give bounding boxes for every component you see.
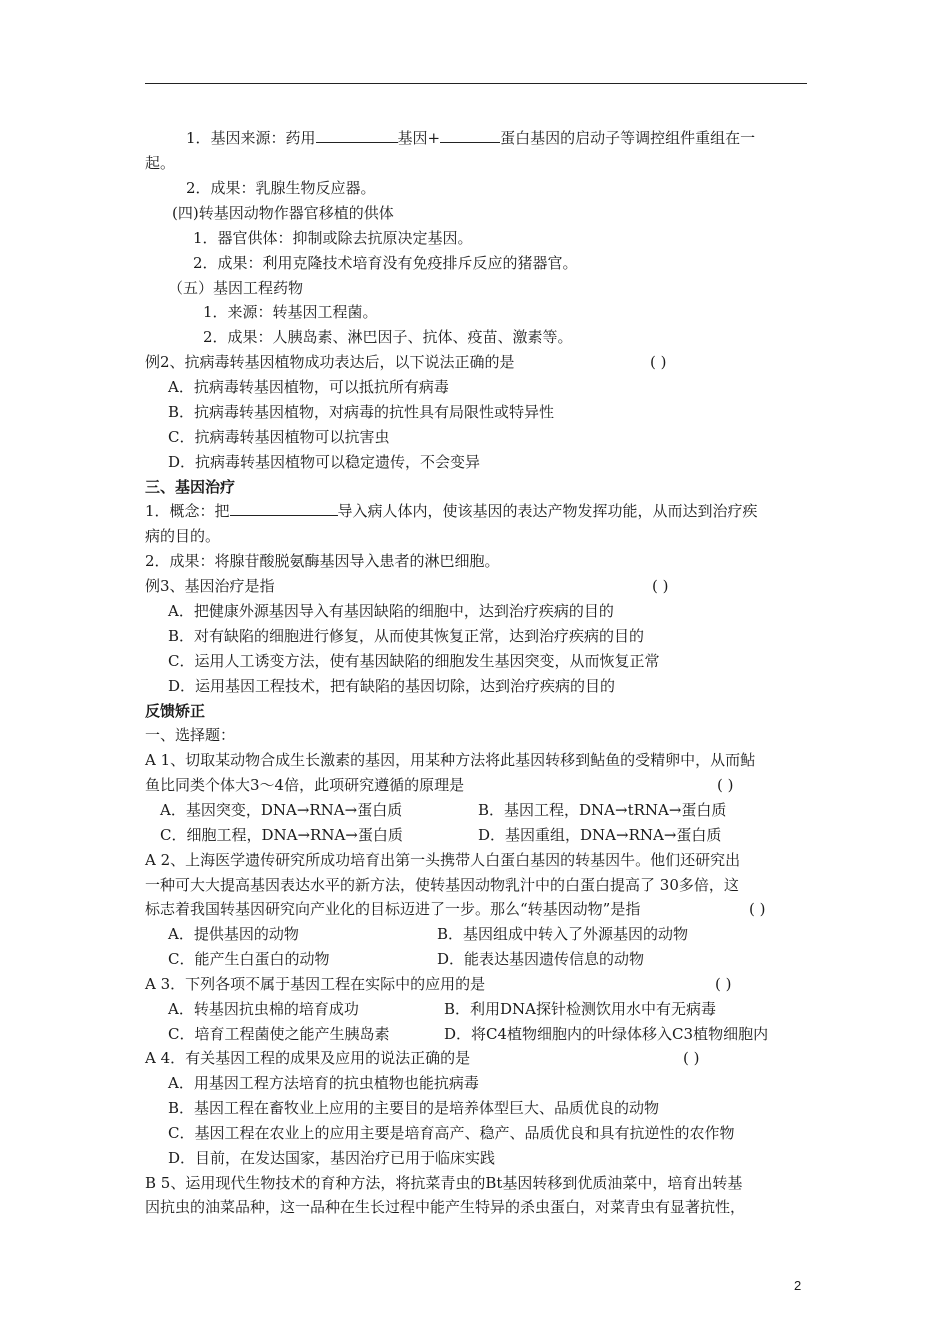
answer-paren[interactable]: ( ) — [749, 900, 766, 918]
answer-paren[interactable]: ( ) — [715, 975, 732, 993]
text-line: 1．概念：把 导入病人体内，使该基因的表达产物发挥功能，从而达到治疗疾 — [145, 502, 758, 520]
question-stem: 鱼比同类个体大3～4倍，此项研究遵循的原理是 — [145, 776, 465, 794]
answer-paren[interactable]: ( ) — [652, 577, 669, 595]
page-number: 2 — [794, 1278, 802, 1293]
question-stem: A 1、切取某动物合成生长激素的基因，用某种方法将此基因转移到鲇鱼的受精卵中，从而鲇 — [145, 751, 756, 769]
section-heading: （五）基因工程药物 — [168, 279, 304, 297]
option-d: D．抗病毒转基因植物可以稳定遗传，不会变异 — [168, 453, 481, 471]
text-line: 2．成果：利用克隆技术培育没有免疫排斥反应的猪器官。 — [193, 254, 578, 272]
option-d: D．运用基因工程技术，把有缺陷的基因切除，达到治疗疾病的目的 — [168, 677, 616, 695]
text-line: 病的目的。 — [145, 527, 221, 545]
fill-blank[interactable] — [440, 128, 500, 143]
question-stem: 例2、抗病毒转基因植物成功表达后，以下说法正确的是 — [145, 353, 515, 371]
option-b: B．基因组成中转入了外源基因的动物 — [437, 925, 689, 943]
question-stem: 例3、基因治疗是指 — [145, 577, 275, 595]
fill-blank[interactable] — [316, 128, 398, 143]
section-title: 反馈矫正 — [145, 702, 206, 720]
question-stem: A 2、上海医学遗传研究所成功培育出第一头携带人白蛋白基因的转基因牛。他们还研究出 — [145, 851, 741, 869]
option-a: A．基因突变，DNA→RNA→蛋白质 — [160, 801, 403, 819]
section-heading: (四)转基因动物作器官移植的供体 — [172, 204, 394, 222]
option-b: B．利用DNA探针检测饮用水中有无病毒 — [444, 1000, 717, 1018]
option-b: B．基因工程，DNA→tRNA→蛋白质 — [478, 801, 727, 819]
option-a: A．转基因抗虫棉的培育成功 — [168, 1000, 359, 1018]
text-line: 2．成果：人胰岛素、淋巴因子、抗体、疫苗、激素等。 — [203, 328, 573, 346]
option-c: C．运用人工诱变方法，使有基因缺陷的细胞发生基因突变，从而恢复正常 — [168, 652, 660, 670]
option-d: D．基因重组，DNA→RNA→蛋白质 — [478, 826, 722, 844]
option-c: C．基因工程在农业上的应用主要是培育高产、稳产、品质优良和具有抗逆性的农作物 — [168, 1124, 735, 1142]
subsection-title: 一、选择题： — [145, 726, 236, 744]
text-line: 2．成果：将腺苷酸脱氨酶基因导入患者的淋巴细胞。 — [145, 552, 500, 570]
option-d: D．能表达基因遗传信息的动物 — [437, 950, 645, 968]
option-b: B．对有缺陷的细胞进行修复，从而使其恢复正常，达到治疗疾病的目的 — [168, 627, 645, 645]
text-line: 1．基因来源：药用 基因+ 蛋白基因的启动子等调控组件重组在一 — [186, 129, 756, 147]
option-b: B．基因工程在畜牧业上应用的主要目的是培养体型巨大、品质优良的动物 — [168, 1099, 660, 1117]
question-stem: A 4．有关基因工程的成果及应用的说法正确的是 — [145, 1049, 471, 1067]
text-line: 1．器官供体：抑制或除去抗原决定基因。 — [193, 229, 473, 247]
question-stem: A 3．下列各项不属于基因工程在实际中的应用的是 — [145, 975, 486, 993]
answer-paren[interactable]: ( ) — [717, 776, 734, 794]
question-stem: 一种可大大提高基因表达水平的新方法，使转基因动物乳汁中的白蛋白提高了 30多倍，这 — [145, 876, 739, 894]
option-d: D．目前，在发达国家，基因治疗已用于临床实践 — [168, 1149, 496, 1167]
section-title: 三、基因治疗 — [145, 478, 236, 496]
option-a: A．用基因工程方法培育的抗虫植物也能抗病毒 — [168, 1074, 479, 1092]
answer-paren[interactable]: ( ) — [683, 1049, 700, 1067]
option-d: D．将C4植物细胞内的叶绿体移入C3植物细胞内 — [444, 1025, 769, 1043]
option-b: B．抗病毒转基因植物，对病毒的抗性具有局限性或特异性 — [168, 403, 555, 421]
option-c: C．培育工程菌使之能产生胰岛素 — [168, 1025, 390, 1043]
option-a: A．把健康外源基因导入有基因缺陷的细胞中，达到治疗疾病的目的 — [168, 602, 614, 620]
option-c: C．抗病毒转基因植物可以抗害虫 — [168, 428, 390, 446]
option-a: A．提供基因的动物 — [168, 925, 299, 943]
text-line: 1．来源：转基因工程菌。 — [203, 303, 378, 321]
text-line: 2．成果：乳腺生物反应器。 — [186, 179, 376, 197]
option-c: C．细胞工程，DNA→RNA→蛋白质 — [160, 826, 403, 844]
option-a: A．抗病毒转基因植物，可以抵抗所有病毒 — [168, 378, 449, 396]
question-stem: 标志着我国转基因研究向产业化的目标迈进了一步。那么“转基因动物”是指 — [145, 900, 641, 918]
option-c: C．能产生白蛋白的动物 — [168, 950, 330, 968]
question-stem: B 5、运用现代生物技术的育种方法，将抗菜青虫的Bt基因转移到优质油菜中，培育出转基 — [145, 1174, 743, 1192]
header-rule — [145, 83, 807, 84]
answer-paren[interactable]: ( ) — [650, 353, 667, 371]
fill-blank[interactable] — [230, 501, 338, 516]
question-stem: 因抗虫的油菜品种，这一品种在生长过程中能产生特异的杀虫蛋白，对菜青虫有显著抗性， — [145, 1198, 746, 1216]
text-line: 起。 — [145, 154, 176, 172]
